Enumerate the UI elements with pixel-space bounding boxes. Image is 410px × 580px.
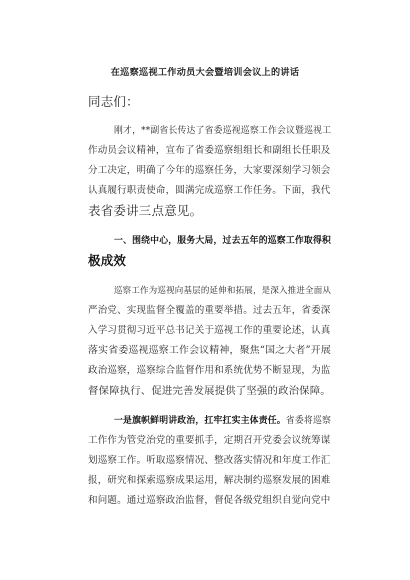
- section-heading-1-line-1: 一、围绕中心，服务大局，过去五年的巡察工作取得积: [114, 236, 332, 246]
- paragraph-3-line-1: [114, 413, 331, 429]
- paragraph-3-line-3: 划巡察工作。听取巡察情况、整改落实情况和年度工作汇: [88, 455, 331, 466]
- paragraph-3-lead: 一是旗帜鲜明讲政治，扛牢扛实主体责任。: [114, 416, 286, 426]
- salutation: 同志们：: [88, 94, 139, 109]
- paragraph-3-line-5: 和问题。通过巡察政治监督，督促各级党组织自觉向党中: [88, 495, 331, 506]
- paragraph-3-line-4: 报，研究和探索巡察成果运用，解决制约巡察发展的困难: [88, 475, 331, 486]
- paragraph-1-line-4: 认真履行职责使命，圆满完成巡察工作任务。下面，我代: [88, 185, 331, 196]
- paragraph-2-line-5: 政治巡察，巡察综合监督作用和系统优势不断显现，为监: [88, 365, 331, 376]
- section-heading-1-line-2: 极成效: [88, 253, 127, 268]
- paragraph-3-line-2: 工作作为管党治党的重要抓手，定期召开党委会议统筹谋: [88, 435, 331, 446]
- paragraph-2-line-4: 落实省委巡视巡察工作会议精神，聚焦“国之大者”开展: [88, 345, 331, 356]
- paragraph-2-line-6: 督保障执行、促进完善发展提供了坚强的政治保障。: [88, 385, 331, 397]
- paragraph-1-line-3: 分工决定，明确了今年的巡察任务，大家要深刻学习领会: [88, 165, 331, 176]
- paragraph-1-line-5: 表省委讲三点意见。: [88, 203, 203, 218]
- paragraph-1-line-2: 作动员会议精神，宣布了省委巡察组组长和副组长任职及: [88, 145, 331, 156]
- paragraph-2-line-2: 严治党、实现监督全覆盖的重要举措。过去五年，省委深: [88, 305, 331, 316]
- paragraph-3-first-rest: 省委将巡察: [285, 416, 332, 426]
- document-title: 在巡察巡视工作动员大会暨培训会议上的讲话: [110, 68, 300, 78]
- paragraph-2-line-1: 巡察工作为巡视向基层的延伸和拓展，是深入推进全面从: [114, 286, 332, 296]
- paragraph-1-line-1: 刚才，**副省长传达了省委巡视巡察工作会议暨巡视工: [114, 126, 332, 136]
- paragraph-2-line-3: 入学习贯彻习近平总书记关于巡视工作的重要论述，认真: [88, 325, 331, 336]
